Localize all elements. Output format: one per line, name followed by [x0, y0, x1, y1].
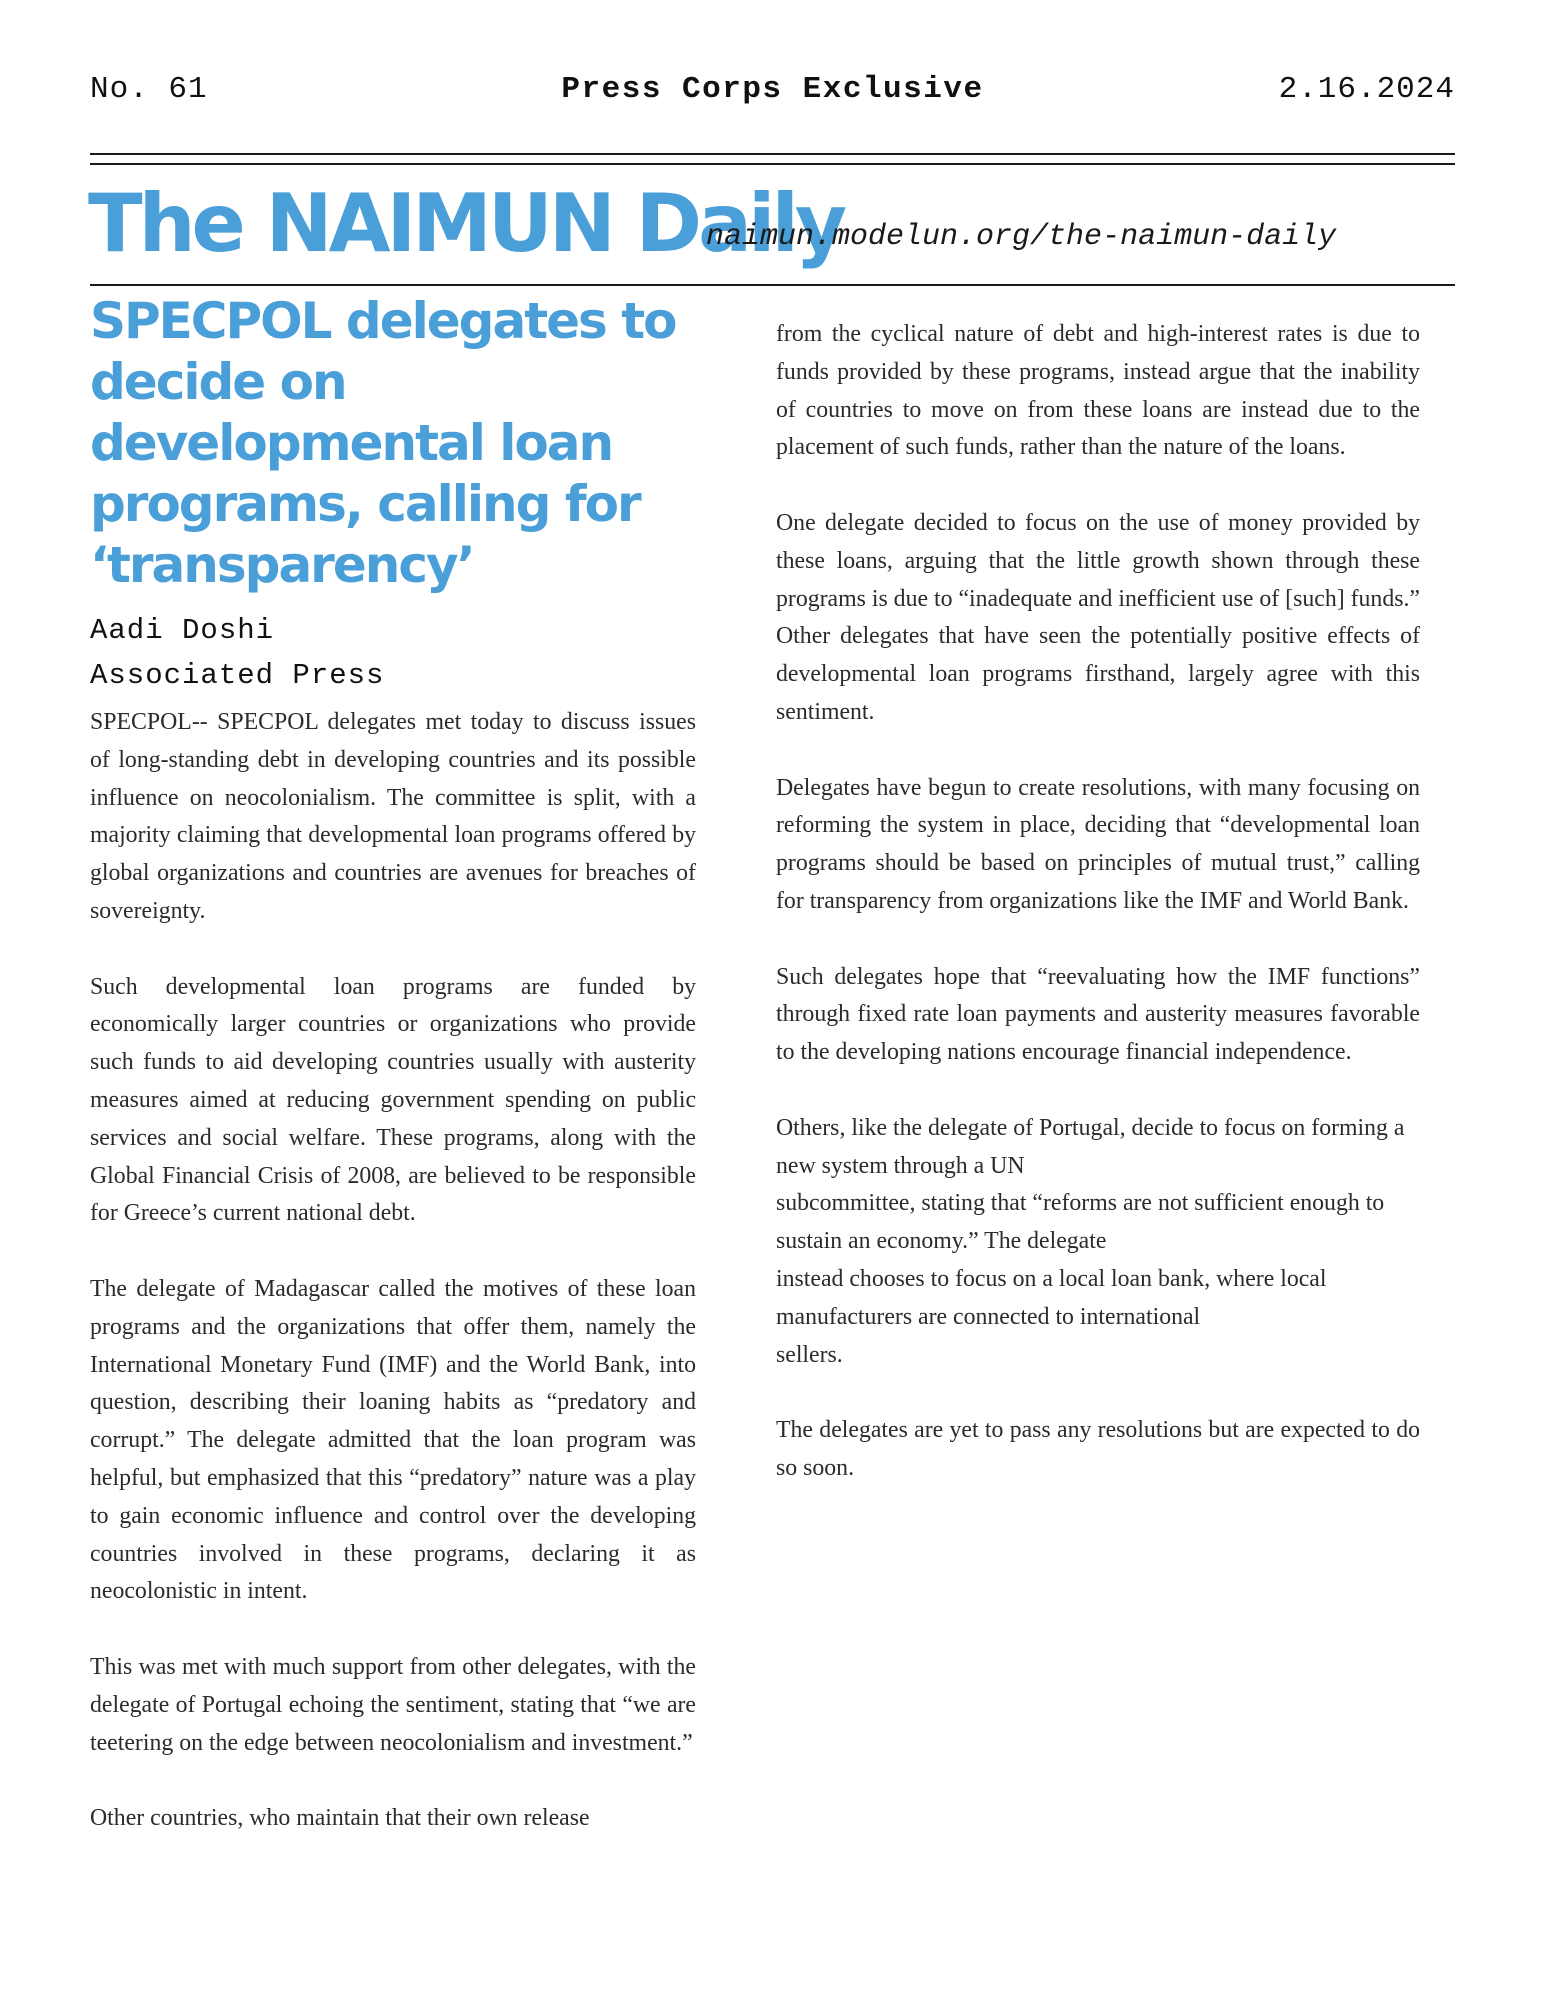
newspaper-url: naimun.modelun.org/the-naimun-daily — [706, 220, 1337, 254]
article-paragraph: The delegates are yet to pass any resolutions but are expected to do so soon. — [776, 1417, 1420, 1481]
masthead-divider-bottom — [90, 284, 1455, 286]
article-paragraph: from the cyclical nature of debt and high-interest rates is due to funds provided by these programs, instead argue that the inability of countries to move on from these loans are instead due to the placement of such funds, rather than the nature of the loans. — [776, 321, 1420, 461]
newspaper-title: The NAIMUN Daily — [88, 177, 844, 270]
article-headline: SPECPOL delegates to decide on developmental loan programs, calling for ‘transparency’ — [90, 292, 676, 594]
masthead-divider-top — [90, 153, 1455, 155]
issue-number: No. 61 — [90, 72, 208, 107]
article-column-right — [776, 316, 1420, 1526]
article-paragraph: Other countries, who maintain that their own release — [90, 1805, 590, 1832]
issue-date: 2.16.2024 — [1278, 72, 1455, 107]
article-paragraph: instead chooses to focus on a local loan bank, where local manufacturers are connected to international — [776, 1265, 1327, 1330]
article-paragraph: The delegate of Madagascar called the motives of these loan programs and the organizations that offer them, namely the International Monetary Fund (IMF) and the World Bank, into question, describing their loaning habits as “predatory and corrupt.” The delegate admitted that the loan program was helpful, but emphasized that this “predatory” nature was a play to gain economic influence and control over the developing countries involved in these programs, declaring it as neocolonistic in intent. — [90, 1275, 696, 1605]
article-paragraph: Delegates have begun to create resolutions, with many focusing on reforming the system in place, deciding that “developmental loan programs should be based on principles of mutual trust,” calling for transparency from organizations like the IMF and World Bank. — [776, 774, 1420, 914]
article-affiliation: Associated Press — [90, 659, 385, 692]
masthead-top-row — [90, 72, 1455, 112]
article-paragraph: SPECPOL-- SPECPOL delegates met today to discuss issues of long-standing debt in developing countries and its possible influence on neocolonialism. The committee is split, with a majority claiming that developmental loan programs offered by global organizations and countries are avenues for breaches of sovereignty. — [90, 709, 696, 924]
article-paragraph: One delegate decided to focus on the use of money provided by these loans, arguing that the little growth shown through these programs is due to “inadequate and inefficient use of [such] funds.” Other delegates that have seen the potentially positive effects of developmental loan programs firsthand, largely agree with this sentiment. — [776, 509, 1420, 725]
article-paragraph: Such developmental loan programs are funded by economically larger countries or organizations who provide such funds to aid developing countries usually with austerity measures aimed at reducing government spending on public services and social welfare. These programs, along with the Global Financial Crisis of 2008, are believed to be responsible for Greece’s current national debt. — [90, 973, 696, 1227]
article-paragraph: Others, like the delegate of Portugal, decide to focus on forming a new system through a UN — [776, 1114, 1405, 1179]
article-paragraph: subcommittee, stating that “reforms are not sufficient enough to sustain an economy.” The delegate — [776, 1190, 1385, 1255]
article-paragraph: This was met with much support from other delegates, with the delegate of Portugal echoing the sentiment, stating that “we are teetering on the edge between neocolonialism and investment.” — [90, 1653, 696, 1756]
article-column-left — [90, 291, 696, 1838]
article-paragraph: Such delegates hope that “reevaluating how the IMF functions” through fixed rate loan payments and austerity measures favorable to the developing nations encourage financial independence. — [776, 963, 1420, 1066]
article-paragraph: sellers. — [776, 1341, 843, 1368]
masthead-divider-second — [90, 163, 1455, 165]
section-label: Press Corps Exclusive — [561, 72, 984, 107]
article-author: Aadi Doshi — [90, 614, 275, 647]
